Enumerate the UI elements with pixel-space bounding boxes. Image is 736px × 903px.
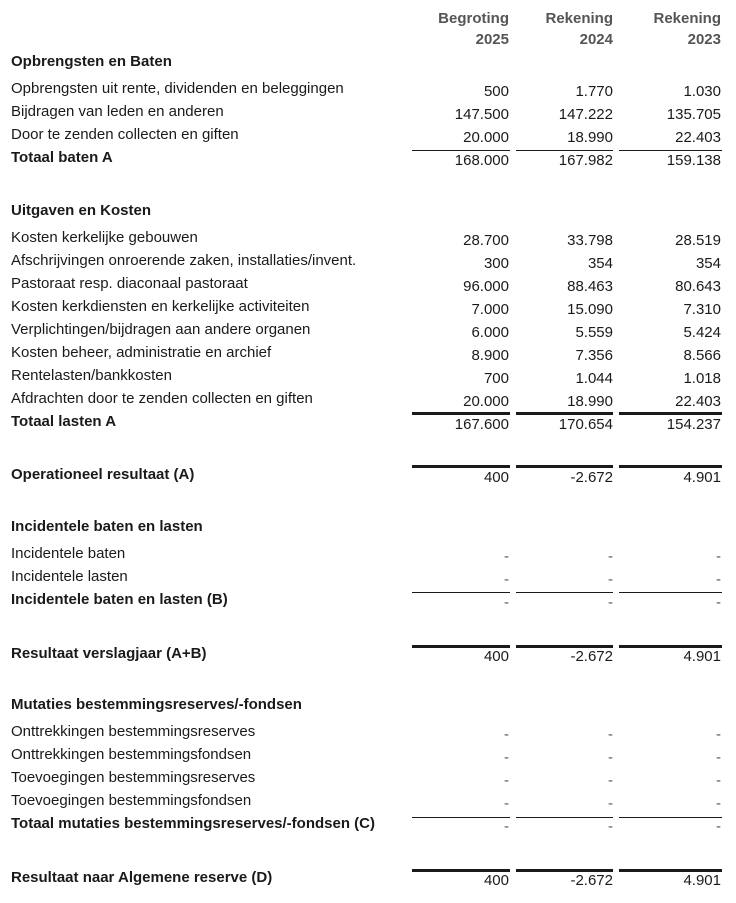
cell-value: 8.900 (471, 347, 509, 364)
row-label: Uitgaven en Kosten (11, 202, 152, 219)
row-label: Totaal lasten A (11, 413, 117, 430)
cell-value: 167.982 (558, 152, 613, 169)
row-label: Incidentele baten en lasten (B) (11, 591, 228, 608)
cell-value: - (608, 548, 613, 565)
table-row (0, 297, 736, 319)
cell-value: 20.000 (463, 129, 509, 146)
table-row (0, 102, 736, 124)
cell-value: - (504, 726, 509, 743)
table-row (0, 745, 736, 767)
cell-value: - (608, 726, 613, 743)
cell-value: - (504, 772, 509, 789)
cell-value: 400 (483, 872, 509, 889)
cell-value: 1.770 (575, 83, 613, 100)
row-label: Rentelasten/bankkosten (11, 367, 172, 384)
cell-value: - (716, 548, 721, 565)
cell-value: 20.000 (463, 393, 509, 410)
cell-value: - (608, 571, 613, 588)
cell-value: 7.000 (471, 301, 509, 318)
table-row (0, 722, 736, 744)
column-header-begroting-2025 (438, 8, 509, 50)
cell-value: 4.901 (683, 872, 721, 889)
total-rule-line (412, 465, 510, 468)
row-label: Operationeel resultaat (A) (11, 466, 195, 483)
cell-value: - (504, 795, 509, 812)
total-rule-line (516, 150, 613, 151)
table-row (0, 544, 736, 566)
total-rule-line (516, 412, 613, 415)
cell-value: - (608, 818, 613, 835)
cell-value: 4.901 (683, 469, 721, 486)
row-label: Totaal mutaties bestemmingsreserves/-fondsen (C) (11, 815, 375, 832)
cell-value: 5.559 (575, 324, 613, 341)
row-label: Incidentele baten en lasten (11, 518, 203, 535)
cell-value: 168.000 (454, 152, 509, 169)
cell-value: - (504, 818, 509, 835)
cell-value: 159.138 (666, 152, 721, 169)
total-rule-line (516, 592, 613, 593)
cell-value: 700 (483, 370, 509, 387)
total-rule-line (412, 869, 510, 872)
cell-value: - (504, 548, 509, 565)
total-rule-line (619, 645, 722, 648)
table-row (0, 228, 736, 250)
total-rule-line (619, 869, 722, 872)
table-heading-row (0, 52, 736, 74)
cell-value: 147.500 (454, 106, 509, 123)
total-rule-line (619, 817, 722, 818)
table-heading-row (0, 148, 736, 170)
column-header-line2: 2025 (475, 31, 509, 48)
row-label: Toevoegingen bestemmingsreserves (11, 769, 256, 786)
table-row (0, 125, 736, 147)
cell-value: 22.403 (675, 393, 721, 410)
cell-value: 80.643 (675, 278, 721, 295)
cell-value: 7.356 (575, 347, 613, 364)
table-row (0, 389, 736, 411)
cell-value: - (716, 571, 721, 588)
cell-value: 28.700 (463, 232, 509, 249)
column-header-rekening-2023 (653, 8, 721, 50)
cell-value: - (716, 594, 721, 611)
total-rule-line (412, 150, 510, 151)
cell-value: 18.990 (567, 393, 613, 410)
cell-value: 33.798 (567, 232, 613, 249)
table-heading-row (0, 201, 736, 223)
total-rule-line (516, 465, 613, 468)
row-label: Opbrengsten uit rente, dividenden en beleggingen (11, 80, 344, 97)
table-row (0, 274, 736, 296)
row-label: Kosten kerkelijke gebouwen (11, 229, 198, 246)
total-rule-line (619, 150, 722, 151)
row-label: Incidentele baten (11, 545, 126, 562)
column-header-line2: 2024 (579, 31, 613, 48)
cell-value: 167.600 (454, 416, 509, 433)
row-label: Door te zenden collecten en giften (11, 126, 239, 143)
cell-value: - (608, 749, 613, 766)
cell-value: 170.654 (558, 416, 613, 433)
column-header-line1: Rekening (545, 10, 613, 27)
cell-value: 1.018 (683, 370, 721, 387)
table-row (0, 320, 736, 342)
table-row (0, 567, 736, 589)
row-label: Afdrachten door te zenden collecten en giften (11, 390, 313, 407)
column-header-rekening-2024 (545, 8, 613, 50)
row-label: Kosten beheer, administratie en archief (11, 344, 272, 361)
table-heading-row (0, 695, 736, 717)
cell-value: 28.519 (675, 232, 721, 249)
cell-value: 500 (483, 83, 509, 100)
table-row (0, 791, 736, 813)
cell-value: 400 (483, 469, 509, 486)
total-rule-line (619, 412, 722, 415)
cell-value: 96.000 (463, 278, 509, 295)
total-rule-line (516, 869, 613, 872)
cell-value: - (716, 726, 721, 743)
cell-value: - (608, 772, 613, 789)
total-rule-line (619, 592, 722, 593)
row-label: Kosten kerkdiensten en kerkelijke activiteiten (11, 298, 310, 315)
table-heading-row (0, 412, 736, 434)
row-label: Pastoraat resp. diaconaal pastoraat (11, 275, 248, 292)
table-row (0, 343, 736, 365)
cell-value: 8.566 (683, 347, 721, 364)
row-label: Onttrekkingen bestemmingsreserves (11, 723, 256, 740)
cell-value: 354 (587, 255, 613, 272)
row-label: Incidentele lasten (11, 568, 128, 585)
total-rule-line (412, 817, 510, 818)
cell-value: 22.403 (675, 129, 721, 146)
total-rule-line (516, 645, 613, 648)
row-label: Opbrengsten en Baten (11, 53, 172, 70)
table-row (0, 768, 736, 790)
cell-value: - (608, 594, 613, 611)
cell-value: 300 (483, 255, 509, 272)
cell-value: 135.705 (666, 106, 721, 123)
cell-value: - (504, 594, 509, 611)
cell-value: - (504, 571, 509, 588)
cell-value: -2.672 (570, 648, 613, 665)
cell-value: - (716, 818, 721, 835)
cell-value: 18.990 (567, 129, 613, 146)
table-heading-row (0, 590, 736, 612)
total-rule-line (412, 592, 510, 593)
cell-value: 1.044 (575, 370, 613, 387)
cell-value: - (716, 772, 721, 789)
cell-value: - (716, 749, 721, 766)
cell-value: 1.030 (683, 83, 721, 100)
table-heading-row (0, 465, 736, 487)
row-label: Bijdragen van leden en anderen (11, 103, 224, 120)
row-label: Resultaat verslagjaar (A+B) (11, 645, 207, 662)
cell-value: - (504, 749, 509, 766)
total-rule-line (412, 645, 510, 648)
column-header-line2: 2023 (687, 31, 721, 48)
row-label: Resultaat naar Algemene reserve (D) (11, 869, 273, 886)
row-label: Toevoegingen bestemmingsfondsen (11, 792, 252, 809)
cell-value: 5.424 (683, 324, 721, 341)
cell-value: 354 (695, 255, 721, 272)
row-label: Totaal baten A (11, 149, 113, 166)
table-heading-row (0, 517, 736, 539)
row-label: Afschrijvingen onroerende zaken, installaties/invent. (11, 252, 357, 269)
table-row (0, 366, 736, 388)
table-row (0, 79, 736, 101)
cell-value: 6.000 (471, 324, 509, 341)
cell-value: 7.310 (683, 301, 721, 318)
cell-value: -2.672 (570, 872, 613, 889)
cell-value: 4.901 (683, 648, 721, 665)
row-label: Verplichtingen/bijdragen aan andere organen (11, 321, 311, 338)
row-label: Mutaties bestemmingsreserves/-fondsen (11, 696, 302, 713)
column-header-line1: Begroting (438, 10, 509, 27)
cell-value: 15.090 (567, 301, 613, 318)
total-rule-line (412, 412, 510, 415)
row-label: Onttrekkingen bestemmingsfondsen (11, 746, 252, 763)
cell-value: - (608, 795, 613, 812)
cell-value: 88.463 (567, 278, 613, 295)
total-rule-line (516, 817, 613, 818)
column-header-line1: Rekening (653, 10, 721, 27)
cell-value: 400 (483, 648, 509, 665)
cell-value: -2.672 (570, 469, 613, 486)
total-rule-line (619, 465, 722, 468)
cell-value: - (716, 795, 721, 812)
cell-value: 147.222 (558, 106, 613, 123)
table-row (0, 251, 736, 273)
cell-value: 154.237 (666, 416, 721, 433)
